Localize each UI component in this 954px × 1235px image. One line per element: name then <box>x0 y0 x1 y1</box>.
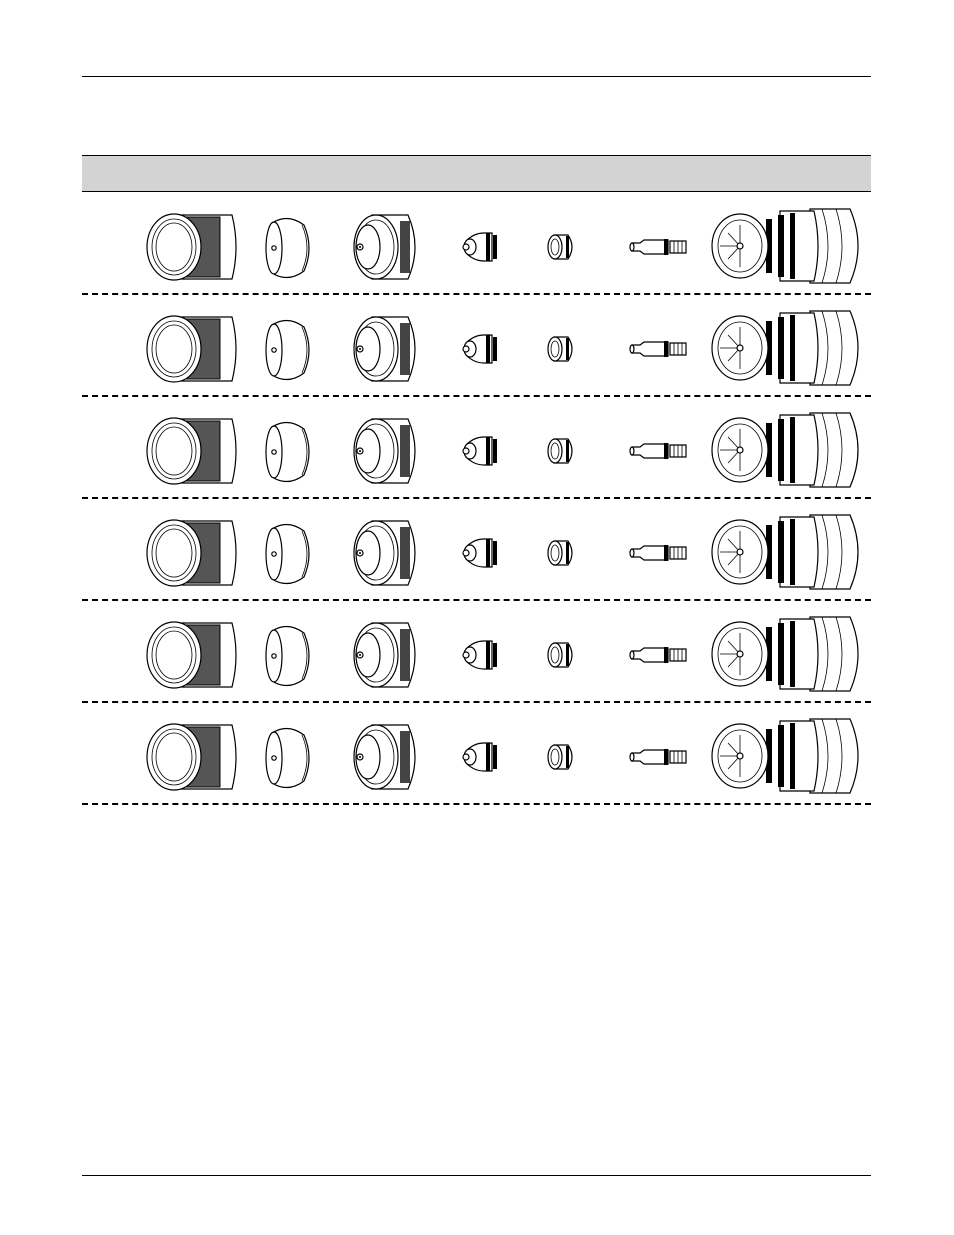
shield-illustration <box>264 725 314 791</box>
torch-main-body-illustration <box>710 205 866 287</box>
table-row <box>82 397 871 499</box>
electrode-illustration <box>628 235 688 259</box>
nozzle-illustration <box>460 433 502 469</box>
shield-illustration <box>264 623 314 689</box>
torch-main-body-illustration <box>710 409 866 491</box>
nozzle-illustration <box>460 229 502 265</box>
table-header-band <box>82 155 871 192</box>
swirl-ring-illustration <box>546 742 576 772</box>
table-row <box>82 193 871 295</box>
nozzle-illustration <box>460 535 502 571</box>
nozzle-illustration <box>460 739 502 775</box>
torch-main-body-illustration <box>710 715 866 797</box>
swirl-retaining-cap-illustration <box>352 721 424 793</box>
shield-illustration <box>264 317 314 383</box>
torch-main-body-illustration <box>710 307 866 389</box>
swirl-ring-illustration <box>546 538 576 568</box>
retaining-cap-illustration <box>142 211 242 283</box>
retaining-cap-illustration <box>142 415 242 487</box>
nozzle-illustration <box>460 637 502 673</box>
swirl-retaining-cap-illustration <box>352 313 424 385</box>
shield-illustration <box>264 419 314 485</box>
retaining-cap-illustration <box>142 517 242 589</box>
swirl-ring-illustration <box>546 640 576 670</box>
swirl-ring-illustration <box>546 436 576 466</box>
retaining-cap-illustration <box>142 721 242 793</box>
table-row <box>82 295 871 397</box>
retaining-cap-illustration <box>142 619 242 691</box>
consumables-table <box>82 193 871 805</box>
electrode-illustration <box>628 745 688 769</box>
top-rule <box>82 76 871 77</box>
table-row <box>82 703 871 805</box>
table-row <box>82 601 871 703</box>
table-row <box>82 499 871 601</box>
torch-main-body-illustration <box>710 511 866 593</box>
electrode-illustration <box>628 337 688 361</box>
swirl-retaining-cap-illustration <box>352 619 424 691</box>
torch-main-body-illustration <box>710 613 866 695</box>
swirl-retaining-cap-illustration <box>352 415 424 487</box>
retaining-cap-illustration <box>142 313 242 385</box>
nozzle-illustration <box>460 331 502 367</box>
swirl-retaining-cap-illustration <box>352 211 424 283</box>
electrode-illustration <box>628 643 688 667</box>
shield-illustration <box>264 521 314 587</box>
electrode-illustration <box>628 541 688 565</box>
electrode-illustration <box>628 439 688 463</box>
swirl-ring-illustration <box>546 334 576 364</box>
swirl-ring-illustration <box>546 232 576 262</box>
swirl-retaining-cap-illustration <box>352 517 424 589</box>
shield-illustration <box>264 215 314 281</box>
bottom-rule <box>82 1175 871 1176</box>
row-divider <box>82 803 871 805</box>
